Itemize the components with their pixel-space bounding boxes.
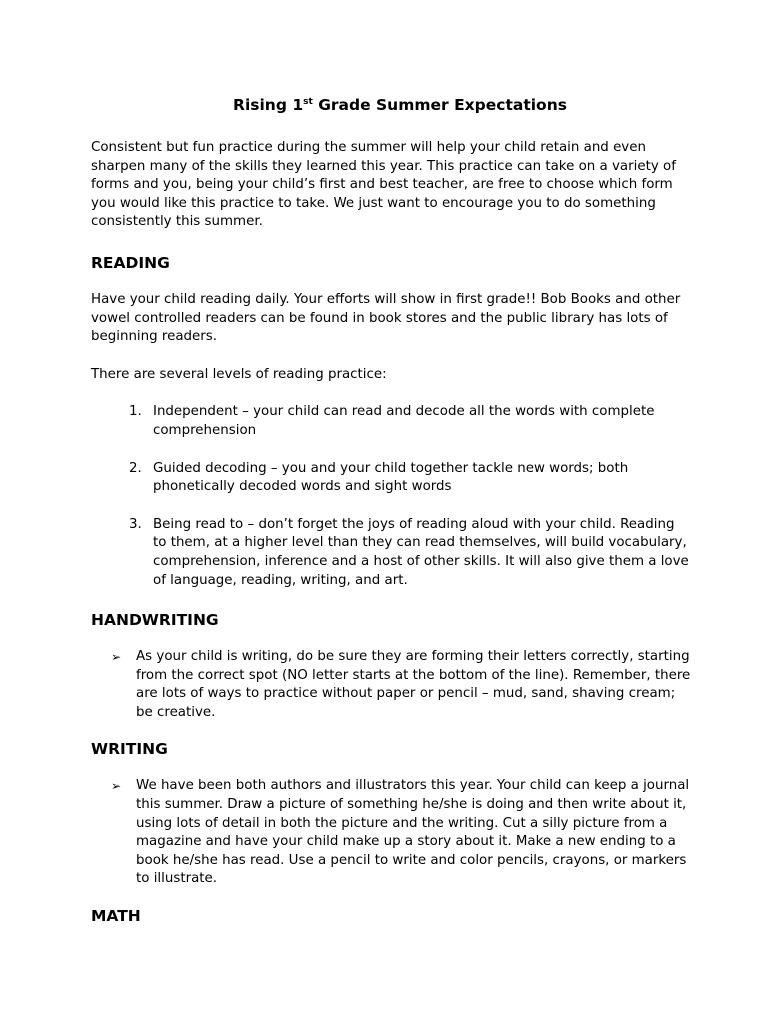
list-number: 2. bbox=[129, 460, 142, 476]
writing-heading: WRITING bbox=[91, 740, 168, 759]
list-item bbox=[91, 648, 691, 722]
handwriting-heading: HANDWRITING bbox=[91, 611, 219, 630]
title-suffix: Grade Summer Expectations bbox=[312, 96, 567, 114]
intro-paragraph: Consistent but fun practice during the summer will help your child retain and even sharpen many of the skills they learned this year. This practice can take on a variety of forms and you, being your child’s first and best teacher, are free to choose which form you would like this practice to take. We just want to encourage you to do something consistently this summer. bbox=[91, 140, 676, 230]
list-item bbox=[91, 516, 691, 590]
title-prefix: Rising 1 bbox=[233, 96, 304, 114]
math-section bbox=[91, 905, 691, 927]
list-item-text: Guided decoding – you and your child together tackle new words; both phonetically decoded words and sight words bbox=[153, 460, 629, 495]
list-item-text: Being read to – don’t forget the joys of reading aloud with your child. Reading to them, at a higher level than they can read themselves, will build vocabulary, comprehension, inference and a host of other skills. It will also give them a love of language, reading, writing, and art. bbox=[153, 516, 689, 588]
list-item-text: Independent – your child can read and decode all the words with complete comprehension bbox=[153, 404, 655, 438]
handwriting-section bbox=[91, 609, 691, 722]
document-title bbox=[91, 94, 691, 116]
reading-levels-list bbox=[91, 403, 691, 590]
reading-levels-intro: There are several levels of reading practice: bbox=[91, 366, 387, 382]
reading-paragraph: Have your child reading daily. Your efforts will show in first grade!! Bob Books and other vowel controlled readers can be found in book stores and the public library has lots of beginning readers. bbox=[91, 291, 681, 345]
handwriting-list bbox=[91, 648, 691, 722]
arrow-bullet-icon: ➢ bbox=[111, 779, 122, 794]
reading-section bbox=[91, 252, 691, 590]
document-page bbox=[91, 94, 691, 944]
reading-heading: READING bbox=[91, 253, 170, 272]
arrow-bullet-icon: ➢ bbox=[111, 650, 122, 665]
list-item-text: We have been both authors and illustrators this year. Your child can keep a journal this summer. Draw a picture of something he/she is doing and then write about it, using lots of detail in both the picture and the writing. Cut a silly picture from a magazine and have your child make up a story about it. Make a new ending to a book he/she has read. Use a pencil to write and color pencils, crayons, or markers to illustrate. bbox=[136, 778, 690, 887]
writing-list bbox=[91, 777, 691, 889]
list-number: 3. bbox=[129, 516, 142, 532]
list-item bbox=[91, 777, 691, 889]
list-item bbox=[91, 403, 691, 440]
list-item bbox=[91, 460, 691, 497]
list-number: 1. bbox=[129, 404, 142, 420]
list-item-text: As your child is writing, do be sure they are forming their letters correctly, starting from the correct spot (NO letter starts at the bottom of the line). Remember, there are lots of ways to practice without paper or pencil – mud, sand, shaving cream; be creative. bbox=[136, 649, 691, 720]
math-heading: MATH bbox=[91, 907, 141, 926]
title-superscript: st bbox=[303, 97, 313, 107]
writing-section bbox=[91, 738, 691, 889]
